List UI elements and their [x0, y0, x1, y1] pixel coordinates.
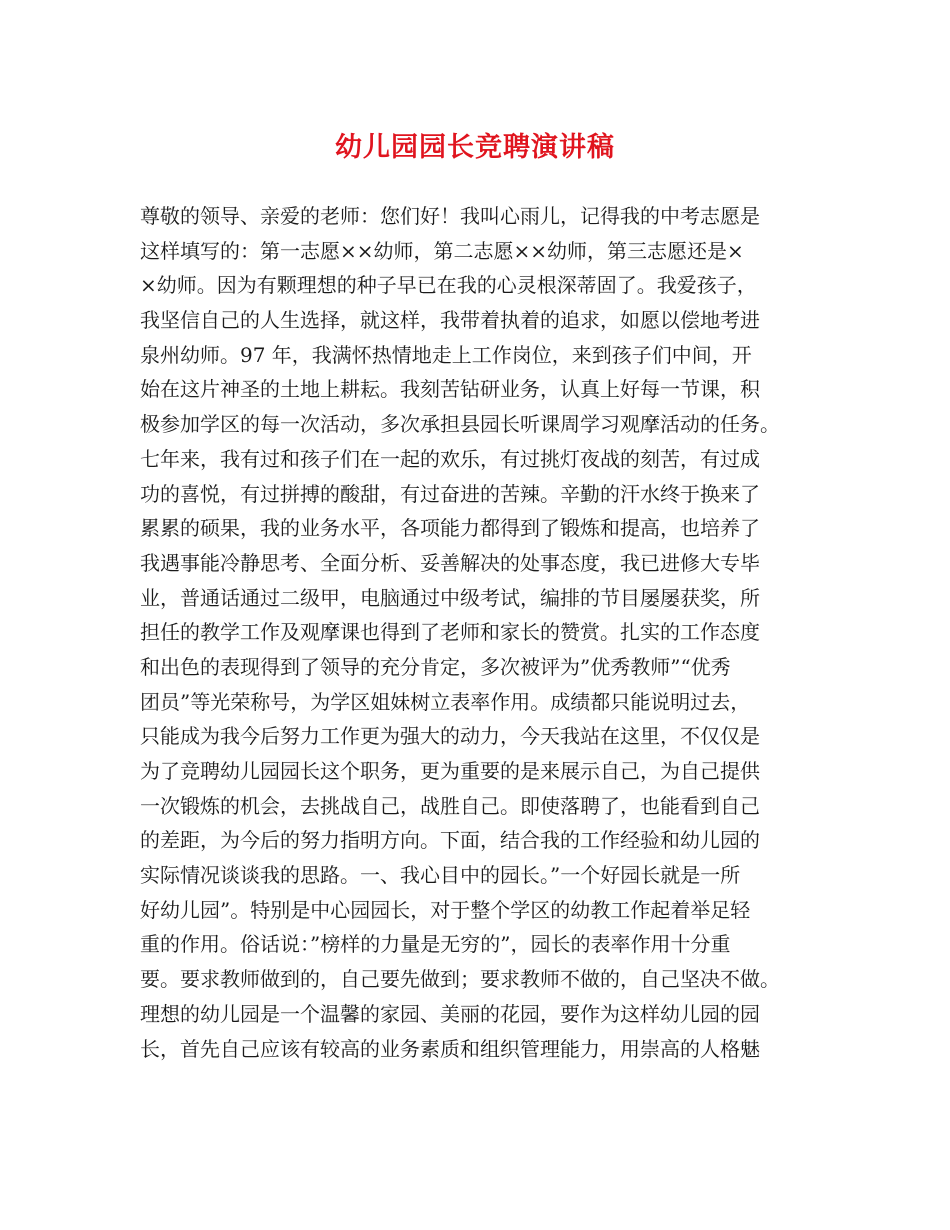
- body-line: 担任的教学工作及观摩课也得到了老师和家长的赞赏。扎实的工作态度: [140, 620, 760, 645]
- body-line: 只能成为我今后努力工作更为强大的动力，今天我站在这里，不仅仅是: [140, 724, 760, 749]
- body-line: 始在这片神圣的土地上耕耘。我刻苦钻研业务，认真上好每一节课，积: [140, 377, 760, 402]
- body-line: 这样填写的：第一志愿××幼师，第二志愿××幼师，第三志愿还是×: [140, 238, 744, 263]
- body-line: 七年来，我有过和孩子们在一起的欢乐，有过挑灯夜战的刻苦，有过成: [140, 446, 760, 471]
- body-line: 功的喜悦，有过拼搏的酸甜，有过奋进的苦辣。辛勤的汗水终于换来了: [140, 481, 760, 506]
- body-line: 理想的幼儿园是一个温馨的家园、美丽的花园，要作为这样幼儿园的园: [140, 1001, 760, 1026]
- body-line: 累累的硕果，我的业务水平，各项能力都得到了锻炼和提高，也培养了: [140, 516, 760, 541]
- document-title: 幼儿园园长竞聘演讲稿: [335, 132, 615, 163]
- body-line: 我坚信自己的人生选择，就这样，我带着执着的追求，如愿以偿地考进: [140, 308, 760, 333]
- body-line: ×幼师。因为有颗理想的种子早已在我的心灵根深蒂固了。我爱孩子，: [140, 273, 757, 298]
- body-line: 为了竞聘幼儿园园长这个职务，更为重要的是来展示自己，为自己提供: [140, 759, 760, 783]
- body-line: 团员”等光荣称号，为学区姐妹树立表率作用。成绩都只能说明过去，: [140, 689, 751, 714]
- body-line: 业，普通话通过二级甲，电脑通过中级考试，编排的节目屡屡获奖，所: [140, 585, 760, 610]
- body-line: 要。要求教师做到的，自己要先做到；要求教师不做的，自己坚决不做。: [140, 967, 780, 992]
- body-line: 尊敬的领导、亲爱的老师：您们好！我叫心雨儿，记得我的中考志愿是: [140, 204, 760, 228]
- body-line: 实际情况谈谈我的思路。一、我心目中的园长。”一个好园长就是一所: [140, 863, 741, 888]
- body-line: 泉州幼师。97 年，我满怀热情地走上工作岗位，来到孩子们中间，开: [140, 342, 752, 367]
- body-line: 我遇事能冷静思考、全面分析、妥善解决的处事态度，我已进修大专毕: [140, 550, 760, 575]
- document-body: [140, 199, 830, 1066]
- body-line: 的差距，为今后的努力指明方向。下面，结合我的工作经验和幼儿园的: [140, 828, 760, 853]
- body-line: 好幼儿园”。特别是中心园园长，对于整个学区的幼教工作起着举足轻: [140, 897, 751, 922]
- body-line: 长，首先自己应该有较高的业务素质和组织管理能力，用崇高的人格魅: [140, 1036, 760, 1061]
- body-line: 和出色的表现得到了领导的充分肯定，多次被评为”优秀教师”“优秀: [140, 654, 731, 679]
- body-line: 极参加学区的每一次活动，多次承担县园长听课周学习观摩活动的任务。: [140, 412, 780, 437]
- body-line: 一次锻炼的机会，去挑战自己，战胜自己。即使落聘了，也能看到自己: [140, 793, 760, 818]
- body-line: 重的作用。俗话说：”榜样的力量是无穷的”，园长的表率作用十分重: [140, 932, 731, 957]
